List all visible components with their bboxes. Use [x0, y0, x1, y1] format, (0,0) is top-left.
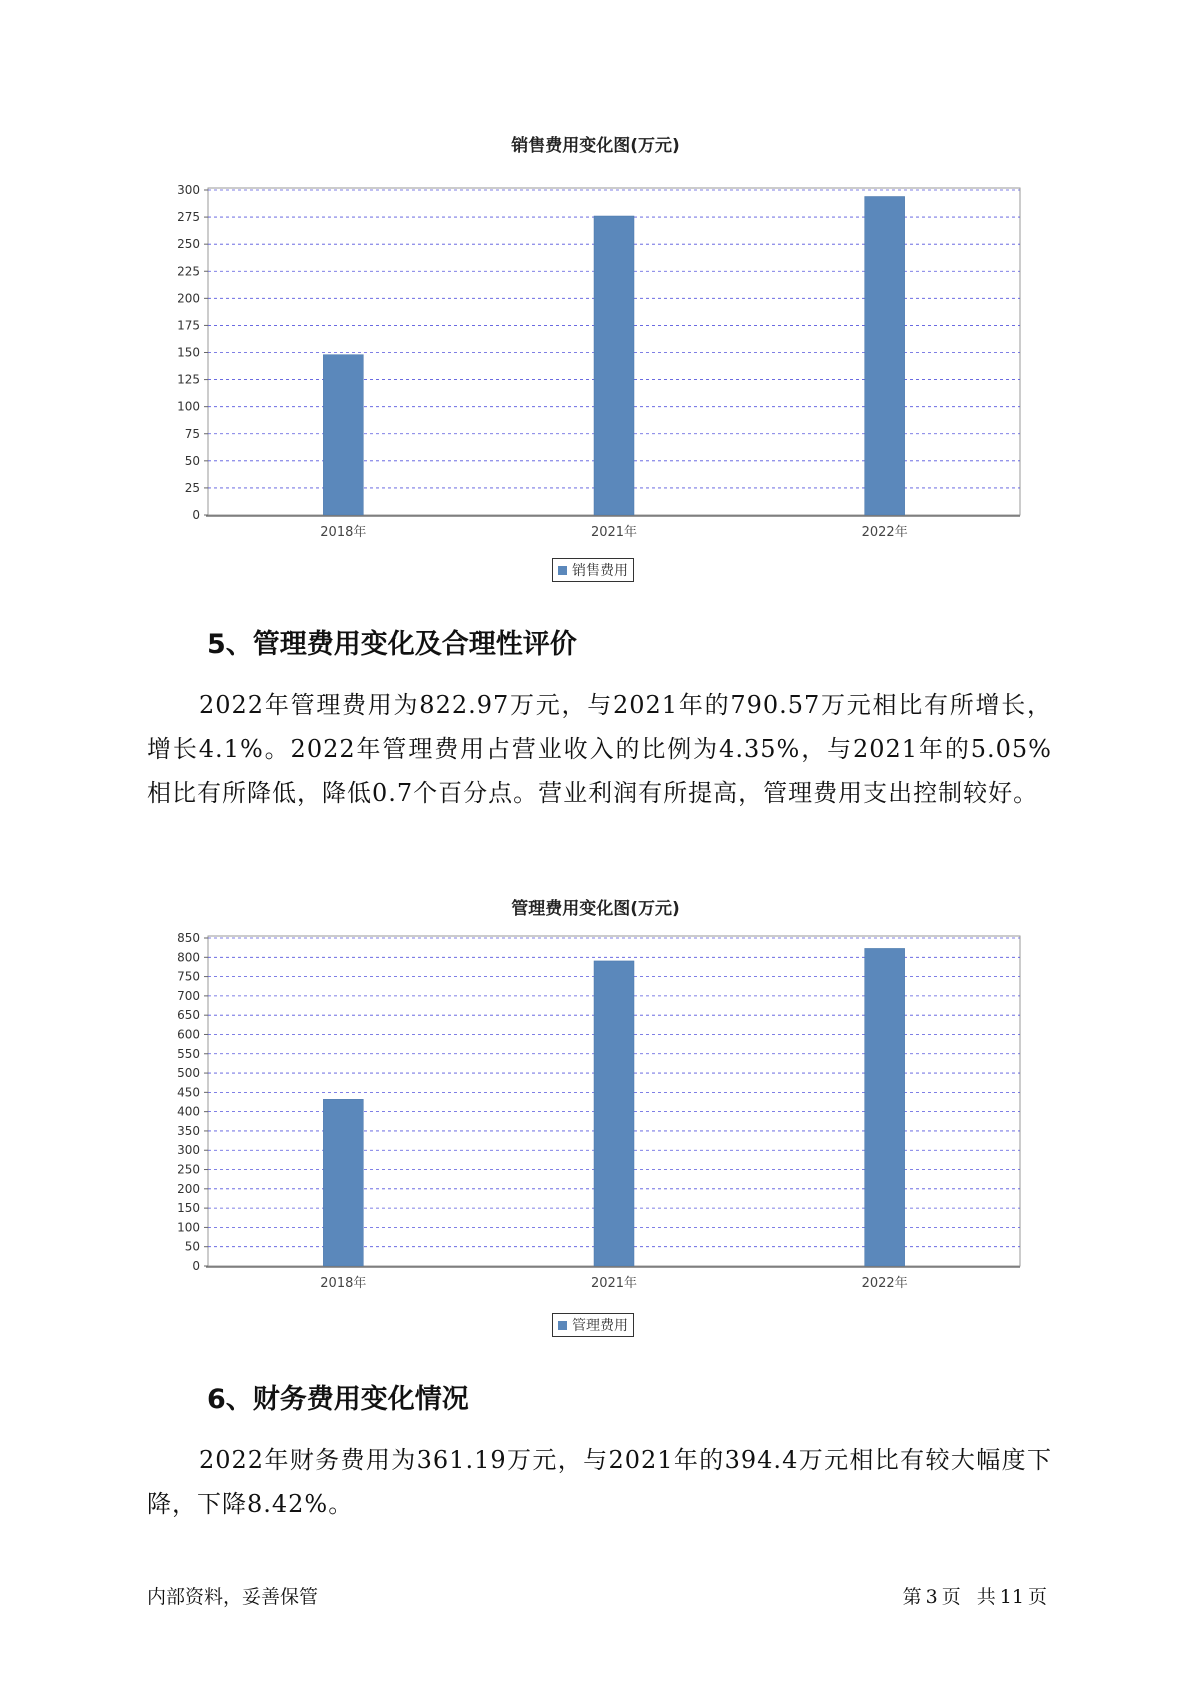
y-tick-label: 100 — [177, 1220, 200, 1235]
y-tick-label: 850 — [177, 931, 200, 945]
y-tick-label: 800 — [177, 950, 200, 965]
y-tick-label: 175 — [177, 318, 200, 333]
y-tick-label: 450 — [177, 1085, 200, 1100]
y-tick-label: 750 — [177, 969, 200, 984]
y-tick-label: 300 — [177, 183, 200, 197]
x-tick-label: 2021年 — [590, 1276, 638, 1291]
y-tick-label: 75 — [184, 426, 200, 441]
legend-label: 销售费用 — [572, 563, 628, 579]
page-number: 3 — [925, 1586, 938, 1608]
y-tick-label: 100 — [177, 399, 200, 414]
legend-swatch — [558, 1321, 567, 1330]
y-tick-label: 600 — [177, 1027, 200, 1042]
y-tick-label: 550 — [177, 1046, 200, 1061]
legend-sales — [552, 558, 634, 582]
y-tick-label: 50 — [184, 453, 200, 468]
total-pages: 11 — [999, 1586, 1024, 1608]
legend-label: 管理费用 — [572, 1318, 628, 1334]
y-tick-label: 25 — [184, 480, 200, 495]
page-unit: 页 — [941, 1586, 961, 1608]
chart-title-sales: 销售费用变化图(万元) — [511, 136, 680, 156]
sales-expense-chart — [150, 160, 1030, 540]
x-tick-label: 2021年 — [590, 525, 638, 540]
y-tick-label: 150 — [177, 345, 200, 360]
x-tick-label: 2022年 — [861, 525, 908, 540]
y-tick-label: 500 — [177, 1066, 200, 1081]
footer-confidential: 内部资料，妥善保管 — [147, 1586, 319, 1608]
total-unit: 页 — [1027, 1586, 1047, 1608]
y-tick-label: 400 — [177, 1104, 200, 1119]
bar-2021年 — [594, 216, 634, 515]
bar-2021年 — [594, 961, 634, 1266]
bar-2022年 — [865, 197, 905, 516]
y-tick-label: 50 — [184, 1239, 200, 1254]
y-tick-label: 125 — [177, 372, 200, 387]
y-tick-label: 200 — [177, 291, 200, 306]
y-tick-label: 350 — [177, 1123, 200, 1138]
y-tick-label: 200 — [177, 1181, 200, 1196]
x-tick-label: 2018年 — [320, 525, 367, 540]
x-tick-label: 2022年 — [861, 1276, 908, 1291]
footer-page-info — [903, 1582, 1051, 1609]
y-tick-label: 0 — [192, 508, 200, 522]
section5-heading: 5、管理费用变化及合理性评价 — [207, 629, 577, 660]
y-tick-label: 650 — [177, 1008, 200, 1023]
y-tick-label: 0 — [192, 1259, 200, 1273]
page-prefix: 第 — [902, 1586, 922, 1608]
y-tick-label: 700 — [177, 988, 200, 1003]
total-prefix: 共 — [976, 1586, 996, 1608]
legend-admin — [552, 1313, 634, 1337]
legend-swatch — [558, 566, 567, 575]
x-tick-label: 2018年 — [320, 1276, 367, 1291]
bar-2018年 — [323, 1099, 363, 1266]
chart-title-admin: 管理费用变化图(万元) — [511, 899, 680, 919]
section5-paragraph: 2022年管理费用为822.97万元，与2021年的790.57万元相比有所增长，增长4.1%。2022年管理费用占营业收入的比例为4.35%，与2021年的5.05%相比有所降低，降低0.7个百分点。营业利润有所提高，管理费用支出控制较好。 — [147, 691, 1052, 807]
y-tick-label: 250 — [177, 237, 200, 252]
section6-heading: 6、财务费用变化情况 — [207, 1384, 469, 1415]
admin-expense-chart — [150, 926, 1030, 1291]
y-tick-label: 300 — [177, 1143, 200, 1158]
y-tick-label: 275 — [177, 210, 200, 225]
section6-paragraph: 2022年财务费用为361.19万元，与2021年的394.4万元相比有较大幅度下降，下降8.42%。 — [147, 1446, 1052, 1518]
y-tick-label: 225 — [177, 264, 200, 279]
y-tick-label: 150 — [177, 1201, 200, 1216]
bar-2022年 — [865, 948, 905, 1266]
y-tick-label: 250 — [177, 1162, 200, 1177]
bar-2018年 — [323, 355, 363, 515]
